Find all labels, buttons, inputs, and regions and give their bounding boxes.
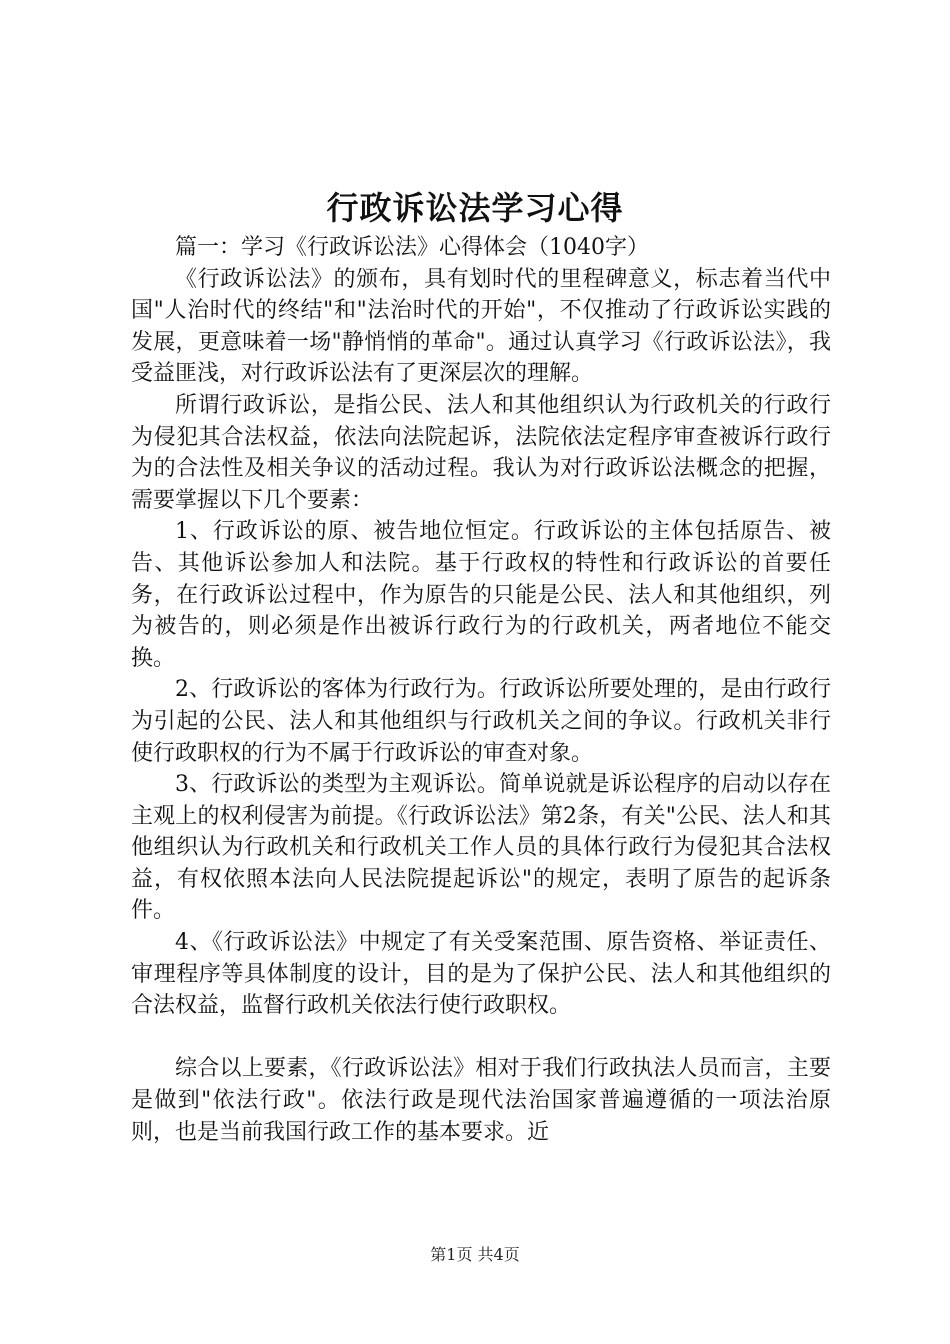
paragraph-definition: 所谓行政诉讼，是指公民、法人和其他组织认为行政机关的行政行为侵犯其合法权益，依法向法院起诉，法院依法定程序审查被诉行政行为的合法性及相关争议的活动过程。我认为对行政诉讼法概念的把握，需要掌握以下几个要素： <box>131 392 831 513</box>
paragraph-intro: 《行政诉讼法》的颁布，具有划时代的里程碑意义，标志着当代中国"人治时代的终结"和"法治时代的开始"，不仅推动了行政诉讼实践的发展，更意味着一场"静悄悄的革命"。通过认真学习《行政诉讼法》，我受益匪浅，对行政诉讼法有了更深层次的理解。 <box>131 266 831 387</box>
paragraph-point-4: 4、《行政诉讼法》中规定了有关受案范围、原告资格、举证责任、审理程序等具体制度的设计，目的是为了保护公民、法人和其他组织的合法权益，监督行政机关依法行使行政职权。 <box>131 930 831 1019</box>
paragraph-spacer <box>131 1022 831 1054</box>
paragraph-point-1: 1、行政诉讼的原、被告地位恒定。行政诉讼的主体包括原告、被告、其他诉讼参加人和法院。基于行政权的特性和行政诉讼的首要任务，在行政诉讼过程中，作为原告的只能是公民、法人和其他组织，列为被告的，则必须是作出被诉行政行为的行政机关，两者地位不能交换。 <box>131 519 831 671</box>
document-body <box>131 232 831 1148</box>
section-heading: 篇一：学习《行政诉讼法》心得体会（1040字） <box>175 235 649 260</box>
document-title: 行政诉讼法学习心得 <box>326 189 624 227</box>
page-footer: 第1页 共4页 <box>430 1245 520 1264</box>
paragraph-point-3: 3、行政诉讼的类型为主观诉讼。简单说就是诉讼程序的启动以存在主观上的权利侵害为前提。《行政诉讼法》第2条，有关"公民、法人和其他组织认为行政机关和行政机关工作人员的具体行政行为侵犯其合法权益，有权依照本法向人民法院提起诉讼"的规定，表明了原告的起诉条件。 <box>131 772 831 924</box>
paragraph-summary: 综合以上要素，《行政诉讼法》相对于我们行政执法人员而言，主要是做到"依法行政"。依法行政是现代法治国家普遍遵循的一项法治原则，也是当前我国行政工作的基本要求。近 <box>131 1056 831 1145</box>
paragraph-point-2: 2、行政诉讼的客体为行政行为。行政诉讼所要处理的，是由行政行为引起的公民、法人和其他组织与行政机关之间的争议。行政机关非行使行政职权的行为不属于行政诉讼的审查对象。 <box>131 677 831 766</box>
